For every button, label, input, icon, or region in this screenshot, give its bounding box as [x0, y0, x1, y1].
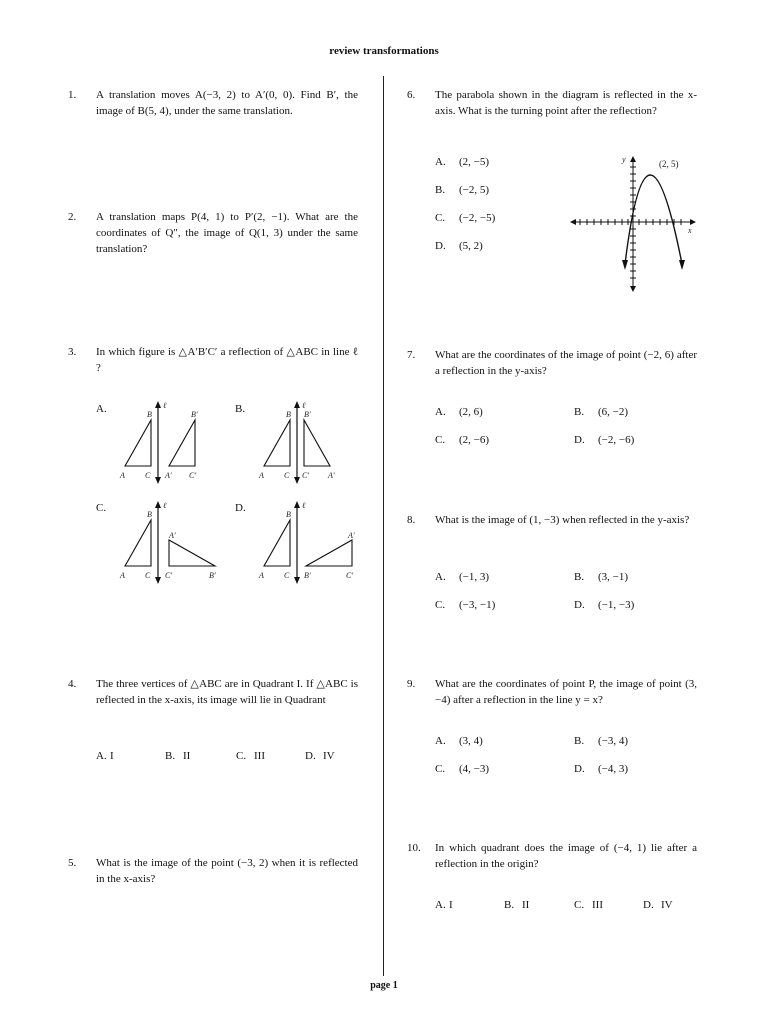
answer-option[interactable]: [435, 404, 483, 420]
option-letter: C.: [435, 434, 446, 446]
question-text: A translation moves A(−3, 2) to A′(0, 0). Find B′, the image of B(5, 4), under the same translation.: [96, 89, 358, 117]
svg-text:A: A: [120, 471, 125, 480]
x-axis-label: x: [688, 226, 692, 235]
option-value: I: [110, 750, 114, 762]
option-value: (−4, 3): [598, 763, 629, 775]
figure-label-b: B.: [235, 403, 246, 415]
svg-text:A′: A′: [328, 471, 335, 480]
answer-option[interactable]: [305, 748, 335, 764]
svg-text:A′: A′: [348, 531, 355, 540]
svg-text:B′: B′: [191, 410, 198, 419]
answer-option[interactable]: [435, 432, 489, 448]
answer-option[interactable]: [435, 597, 495, 613]
question-text: What is the image of (1, −3) when reflected in the y-axis?: [435, 514, 690, 526]
svg-text:C: C: [145, 571, 151, 580]
option-value: (3, −1): [598, 571, 629, 583]
answer-option[interactable]: [574, 597, 634, 613]
answer-option[interactable]: [435, 210, 495, 226]
svg-text:B: B: [286, 410, 291, 419]
answer-option[interactable]: [236, 748, 265, 764]
option-letter: B.: [574, 406, 585, 418]
option-value: (−3, −1): [459, 599, 496, 611]
page-title: review transformations: [329, 45, 439, 57]
question-number: 6.: [407, 89, 416, 101]
option-letter: D.: [305, 750, 316, 762]
svg-text:ℓ: ℓ: [302, 501, 306, 510]
svg-text:B: B: [147, 410, 152, 419]
answer-option[interactable]: [574, 569, 628, 585]
answer-option[interactable]: [574, 761, 628, 777]
question-number: 8.: [407, 514, 416, 526]
svg-text:ℓ: ℓ: [163, 401, 167, 410]
option-letter: B.: [165, 750, 176, 762]
figure-label-c: C.: [96, 502, 107, 514]
answer-option[interactable]: [435, 182, 489, 198]
question-number: 5.: [68, 857, 77, 869]
option-letter: B.: [504, 899, 515, 911]
question-text: The three vertices of △ABC are in Quadrant I. If △ABC is reflected in the x-axis, its image will lie in Quadrant: [96, 678, 358, 706]
question-text: The parabola shown in the diagram is reflected in the x-axis. What is the turning point after the reflection?: [435, 89, 697, 117]
option-value: III: [592, 899, 603, 911]
answer-option[interactable]: [574, 432, 634, 448]
question-number: 4.: [68, 678, 77, 690]
question-text: What are the coordinates of point P, the image of point (3, −4) after a reflection in the line y = x?: [435, 678, 697, 706]
option-letter: A.: [435, 571, 446, 583]
option-letter: C.: [435, 599, 446, 611]
option-value: (2, −5): [459, 156, 490, 168]
question-text: A translation maps P(4, 1) to P′(2, −1). What are the coordinates of Q″, the image of Q(1, 3) under the same translation?: [96, 211, 358, 255]
svg-text:C′: C′: [189, 471, 197, 480]
option-value: (−1, −3): [598, 599, 635, 611]
option-value: III: [254, 750, 265, 762]
svg-text:A: A: [259, 571, 264, 580]
vertex-label: (2, 5): [659, 159, 679, 169]
option-value: (−2, −5): [459, 212, 496, 224]
option-value: I: [449, 899, 453, 911]
question-number: 10.: [407, 842, 421, 854]
svg-text:A: A: [120, 571, 125, 580]
answer-option[interactable]: [574, 404, 628, 420]
option-letter: D.: [574, 599, 585, 611]
option-value: II: [183, 750, 191, 762]
option-value: (2, −6): [459, 434, 490, 446]
answer-option[interactable]: [165, 748, 190, 764]
question-number: 3.: [68, 346, 77, 358]
option-letter: D.: [643, 899, 654, 911]
answer-option[interactable]: [643, 897, 673, 913]
svg-text:C: C: [145, 471, 151, 480]
option-letter: C.: [236, 750, 247, 762]
option-letter: A.: [435, 735, 446, 747]
reflection-figure-d: [254, 498, 364, 586]
question-text: What is the image of the point (−3, 2) when it is reflected in the x-axis?: [96, 857, 358, 885]
svg-text:B′: B′: [304, 571, 311, 580]
option-value: II: [522, 899, 530, 911]
question-text: What are the coordinates of the image of point (−2, 6) after a reflection in the y-axis?: [435, 349, 697, 377]
svg-text:A: A: [259, 471, 264, 480]
svg-text:A′: A′: [169, 531, 176, 540]
option-value: IV: [323, 750, 335, 762]
svg-text:B: B: [147, 510, 152, 519]
option-value: (−3, 4): [598, 735, 629, 747]
question-number: 2.: [68, 211, 77, 223]
svg-text:B′: B′: [209, 571, 216, 580]
option-letter: A.: [435, 899, 446, 911]
option-letter: C.: [435, 763, 446, 775]
svg-text:C: C: [284, 471, 290, 480]
option-value: (3, 4): [459, 735, 483, 747]
option-letter: A.: [435, 156, 446, 168]
option-value: (−2, −6): [598, 434, 635, 446]
svg-text:C: C: [284, 571, 290, 580]
answer-option[interactable]: [435, 897, 453, 913]
reflection-figure-c: [115, 498, 225, 586]
reflection-figure-b: [254, 398, 354, 486]
question-text: In which figure is △A′B′C′ a reflection of △ABC in line ℓ ?: [96, 346, 358, 374]
answer-option[interactable]: [574, 733, 628, 749]
page-footer: page 1: [370, 980, 398, 991]
answer-option[interactable]: [435, 238, 483, 254]
svg-text:C′: C′: [346, 571, 354, 580]
option-letter: D.: [574, 434, 585, 446]
option-letter: A.: [96, 750, 107, 762]
option-value: (5, 2): [459, 240, 483, 252]
option-value: (6, −2): [598, 406, 629, 418]
question-number: 7.: [407, 349, 416, 361]
option-value: IV: [661, 899, 673, 911]
question-number: 1.: [68, 89, 77, 101]
figure-label-a: A.: [96, 403, 107, 415]
svg-text:ℓ: ℓ: [163, 501, 167, 510]
answer-option[interactable]: [574, 897, 603, 913]
question-text: In which quadrant does the image of (−4, 1) lie after a reflection in the origin?: [435, 842, 697, 870]
svg-text:C′: C′: [302, 471, 310, 480]
answer-option[interactable]: [435, 761, 489, 777]
option-value: (−2, 5): [459, 184, 490, 196]
answer-option[interactable]: [435, 154, 489, 170]
svg-text:B′: B′: [304, 410, 311, 419]
option-letter: B.: [574, 571, 585, 583]
option-value: (−1, 3): [459, 571, 490, 583]
option-letter: B.: [435, 184, 446, 196]
option-value: (4, −3): [459, 763, 490, 775]
option-letter: C.: [435, 212, 446, 224]
svg-text:ℓ: ℓ: [302, 401, 306, 410]
answer-option[interactable]: [435, 733, 483, 749]
svg-text:B: B: [286, 510, 291, 519]
answer-option[interactable]: [435, 569, 489, 585]
svg-text:A′: A′: [165, 471, 172, 480]
answer-option[interactable]: [96, 748, 114, 764]
parabola-graph: [568, 150, 698, 296]
figure-label-d: D.: [235, 502, 246, 514]
option-letter: C.: [574, 899, 585, 911]
reflection-figure-a: [115, 398, 215, 486]
y-axis-label: y: [622, 155, 626, 164]
svg-text:C′: C′: [165, 571, 173, 580]
option-letter: A.: [435, 406, 446, 418]
option-value: (2, 6): [459, 406, 483, 418]
column-divider: [383, 76, 384, 976]
answer-option[interactable]: [504, 897, 529, 913]
option-letter: D.: [435, 240, 446, 252]
option-letter: B.: [574, 735, 585, 747]
option-letter: D.: [574, 763, 585, 775]
question-number: 9.: [407, 678, 416, 690]
